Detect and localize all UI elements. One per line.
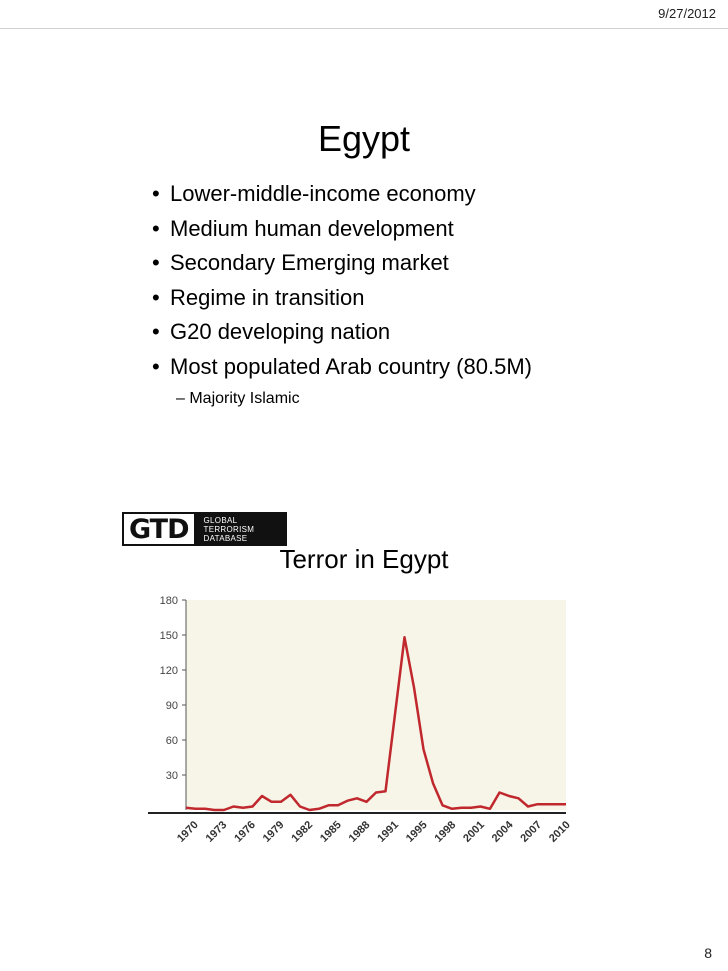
x-tick-label: 1991 <box>375 818 402 845</box>
slide-title: Egypt <box>317 118 411 159</box>
x-tick-label: 1976 <box>232 818 259 845</box>
chart-title: Terror in Egypt <box>279 544 449 574</box>
x-tick-label: 1979 <box>260 818 287 845</box>
gtd-logo-mark: GTD <box>122 512 196 546</box>
bullet-list <box>152 177 532 384</box>
y-tick-label: 90 <box>165 700 178 712</box>
gtd-logo-name: GLOBAL TERRORISM DATABASE <box>203 515 255 543</box>
bullet-item: • G20 developing nation <box>152 315 532 350</box>
bullet-item: • Most populated Arab country (80.5M) <box>152 350 532 385</box>
x-tick-label: 1988 <box>346 818 373 845</box>
x-tick-label: 1973 <box>203 818 230 845</box>
x-tick-label: 1995 <box>403 818 430 845</box>
bullet-item: • Medium human development <box>152 212 532 247</box>
header-divider <box>0 28 728 29</box>
bullet-item: • Secondary Emerging market <box>152 246 532 281</box>
header-date: 9/27/2012 <box>658 6 716 21</box>
x-tick-label: 2010 <box>546 818 573 845</box>
y-tick-label: 30 <box>165 770 178 782</box>
x-tick-label: 2007 <box>518 818 545 845</box>
plot-area <box>186 600 566 810</box>
y-tick-label: 60 <box>165 735 178 747</box>
x-tick-label: 2001 <box>461 818 487 845</box>
x-tick-label: 1998 <box>432 818 459 845</box>
y-tick-label: 180 <box>159 595 178 607</box>
terror-line-chart <box>130 588 590 868</box>
sub-bullet-item: – Majority Islamic <box>176 390 300 407</box>
page-number: 8 <box>704 945 712 961</box>
y-tick-label: 120 <box>159 665 178 677</box>
bullet-item: • Regime in transition <box>152 281 532 316</box>
y-tick-label: 150 <box>159 630 178 642</box>
bullet-item: • Lower-middle-income economy <box>152 177 532 212</box>
x-tick-label: 1985 <box>318 818 344 845</box>
x-tick-label: 1982 <box>289 818 316 845</box>
gtd-logo <box>122 512 287 546</box>
x-tick-label: 2004 <box>489 818 516 845</box>
x-tick-label: 1970 <box>174 818 201 845</box>
